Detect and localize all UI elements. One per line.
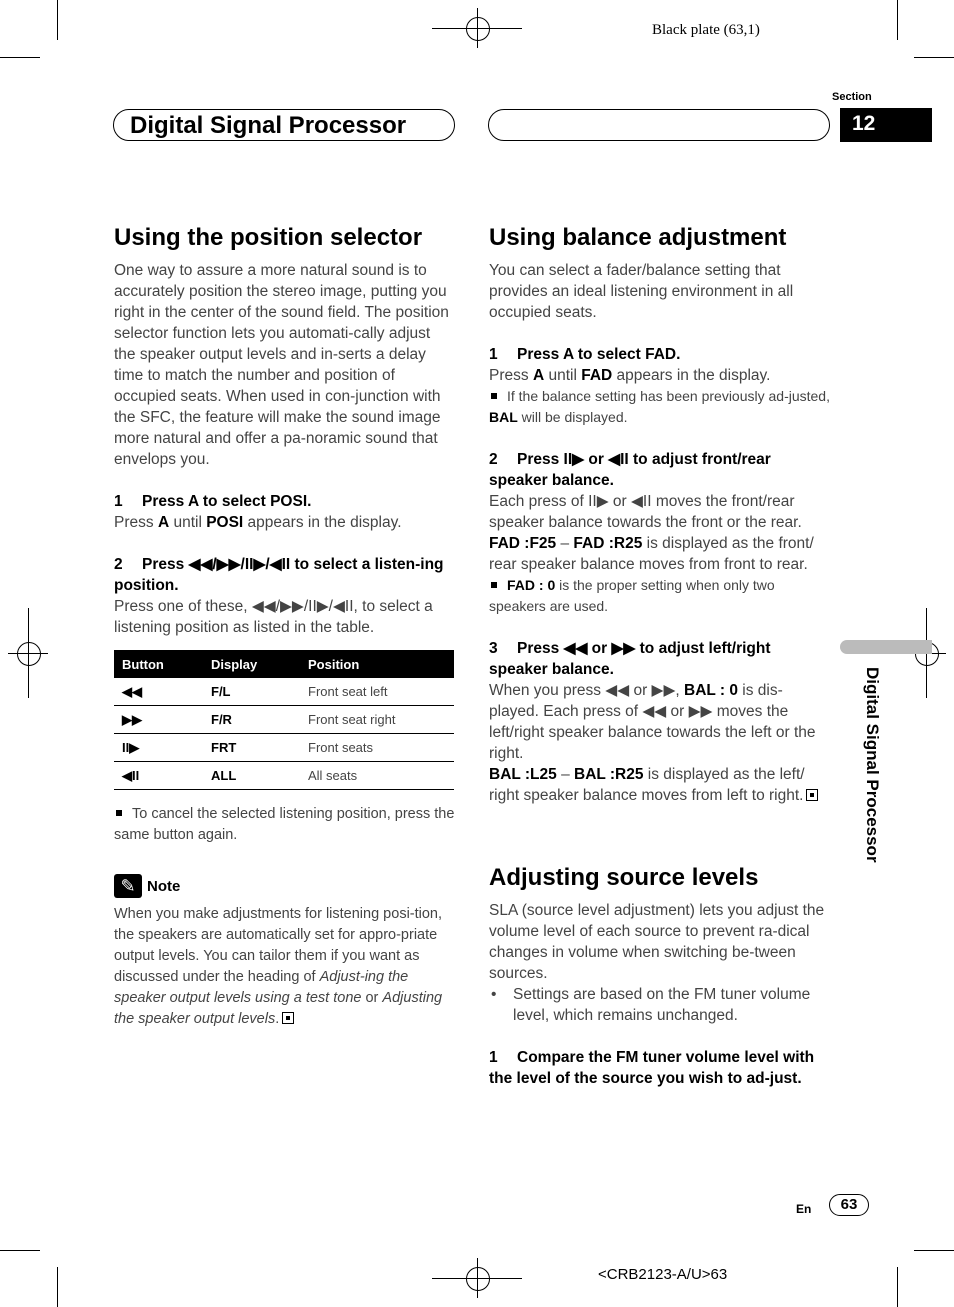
balance-intro: You can select a fader/balance setting that provides an ideal listening environment in all occupied seats. <box>489 262 794 321</box>
step-3-heading <box>489 638 831 680</box>
step-1-heading <box>489 344 831 365</box>
left-column <box>114 224 456 1030</box>
step-text: Press A to select FAD. <box>517 346 681 363</box>
step-1-subnote: If the balance setting has been previously ad-justed, BAL will be displayed. <box>489 388 830 425</box>
bullet-dot-icon: • <box>491 986 497 1003</box>
chapter-title-pill <box>113 109 455 141</box>
position-table <box>114 650 454 790</box>
section-number: 12 <box>840 108 932 142</box>
registration-mark <box>17 642 41 666</box>
step-text: Press ◀◀/▶▶/II▶/◀II to select a listen-ing position. <box>114 556 444 594</box>
table-cell: ◀◀ <box>114 678 203 706</box>
chapter-title: Digital Signal Processor <box>130 112 407 139</box>
crop-mark <box>897 0 898 40</box>
table-cell: F/L <box>203 678 300 706</box>
note-body: When you make adjustments for listening posi-tion, the speakers are automatically set for appro-priate output levels. You can tailor them if you want as discussed under the heading of Adjust-ing the speaker output levels using a test tone or Adjusting the speaker output levels. <box>114 906 443 1027</box>
language-label: En <box>796 1202 812 1216</box>
right-column <box>489 224 831 1089</box>
crop-mark <box>914 57 954 58</box>
column-header: Button <box>114 650 203 678</box>
step-number: 2 <box>114 556 123 573</box>
registration-mark <box>466 1267 490 1291</box>
document-code: <CRB2123-A/U>63 <box>598 1266 728 1283</box>
table-cell: FRT <box>203 734 300 762</box>
step-number: 1 <box>489 346 498 363</box>
crop-mark <box>0 57 40 58</box>
step-2-heading <box>114 554 456 596</box>
step-number: 2 <box>489 451 498 468</box>
end-mark-icon <box>282 1012 294 1024</box>
position-selector-heading: Using the position selector <box>114 224 423 251</box>
source-levels-heading: Adjusting source levels <box>489 864 759 891</box>
table-cell: II▶ <box>114 734 203 762</box>
table-cell: ALL <box>203 762 300 790</box>
crop-mark <box>57 0 58 40</box>
square-bullet-icon <box>491 582 497 588</box>
column-header: Position <box>300 650 454 678</box>
registration-mark <box>466 17 490 41</box>
table-row <box>114 706 454 734</box>
balance-heading: Using balance adjustment <box>489 224 787 251</box>
note-header <box>114 874 456 898</box>
header-blank-pill <box>488 109 830 141</box>
crop-mark <box>914 1250 954 1251</box>
step-2-body: Each press of II▶ or ◀II moves the front/rear speaker balance towards the front or the rear. FAD :F25 – FAD :R25 is displayed as the front/ rear speaker balance moves from front to rear. <box>489 493 814 573</box>
step-text: Compare the FM tuner volume level with the level of the source you wish to ad-just. <box>489 1049 815 1087</box>
end-mark-icon <box>806 789 818 801</box>
square-bullet-icon <box>116 810 122 816</box>
plate-label: Black plate (63,1) <box>652 22 760 38</box>
step-text: Press A to select POSI. <box>142 493 312 510</box>
column-header: Display <box>203 650 300 678</box>
step-number: 1 <box>114 493 123 510</box>
table-cell: Front seat right <box>300 706 454 734</box>
position-selector-intro: One way to assure a more natural sound is to accurately position the stereo image, putting you right in the center of the sound field. The position selector function lets you automati-cally adjust the speaker output levels and in-serts a delay time to match the number and position of occupied seats. When used in con-junction with the SFC, the feature will make the sound image more natural and offer a pa-noramic sound that envelops you. <box>114 262 449 468</box>
step-text: Press II▶ or ◀II to adjust front/rear speaker balance. <box>489 451 771 489</box>
pencil-note-icon: ✎ <box>114 874 142 898</box>
table-cell: Front seat left <box>300 678 454 706</box>
bullet-item: • Settings are based on the FM tuner volume level, which remains unchanged. <box>491 986 811 1024</box>
step-number: 1 <box>489 1049 498 1066</box>
section-label: Section <box>832 91 872 103</box>
side-tab-label: Digital Signal Processor <box>863 667 882 863</box>
page-number: 63 <box>829 1194 869 1216</box>
table-row <box>114 762 454 790</box>
table-cell: Front seats <box>300 734 454 762</box>
table-cell: ◀II <box>114 762 203 790</box>
table-row <box>114 678 454 706</box>
step-1-heading <box>489 1047 831 1089</box>
note-label: Note <box>147 877 181 895</box>
crop-mark <box>897 1267 898 1307</box>
crop-mark <box>57 1267 58 1307</box>
table-header-row <box>114 650 454 678</box>
step-number: 3 <box>489 640 498 657</box>
source-levels-intro: SLA (source level adjustment) lets you adjust the volume level of each source to prevent ra-dical changes in volume when switching be-tween sources. <box>489 902 825 982</box>
square-bullet-icon <box>491 393 497 399</box>
table-cell: All seats <box>300 762 454 790</box>
step-1-body: Press A until POSI appears in the display. <box>114 514 402 531</box>
step-1-heading <box>114 491 456 512</box>
step-text: Press ◀◀ or ▶▶ to adjust left/right speaker balance. <box>489 640 771 678</box>
table-row <box>114 734 454 762</box>
table-cell: ▶▶ <box>114 706 203 734</box>
table-cell: F/R <box>203 706 300 734</box>
step-2-heading <box>489 449 831 491</box>
step-1-body: Press A until FAD appears in the display. <box>489 367 771 384</box>
step-3-body: When you press ◀◀ or ▶▶, BAL : 0 is dis-played. Each press of ◀◀ or ▶▶ moves the left/right speaker balance towards the left or the right. BAL :L25 – BAL :R25 is displayed as the left/ right speaker balance moves from left to right. <box>489 680 831 806</box>
step-2-body: Press one of these, ◀◀/▶▶/II▶/◀II, to select a listening position as listed in the table. <box>114 598 433 636</box>
side-tab-marker <box>840 640 932 654</box>
step-2-subnote: FAD : 0 is the proper setting when only two speakers are used. <box>489 577 775 614</box>
cancel-note: To cancel the selected listening position, press the same button again. <box>114 806 455 843</box>
crop-mark <box>0 1250 40 1251</box>
